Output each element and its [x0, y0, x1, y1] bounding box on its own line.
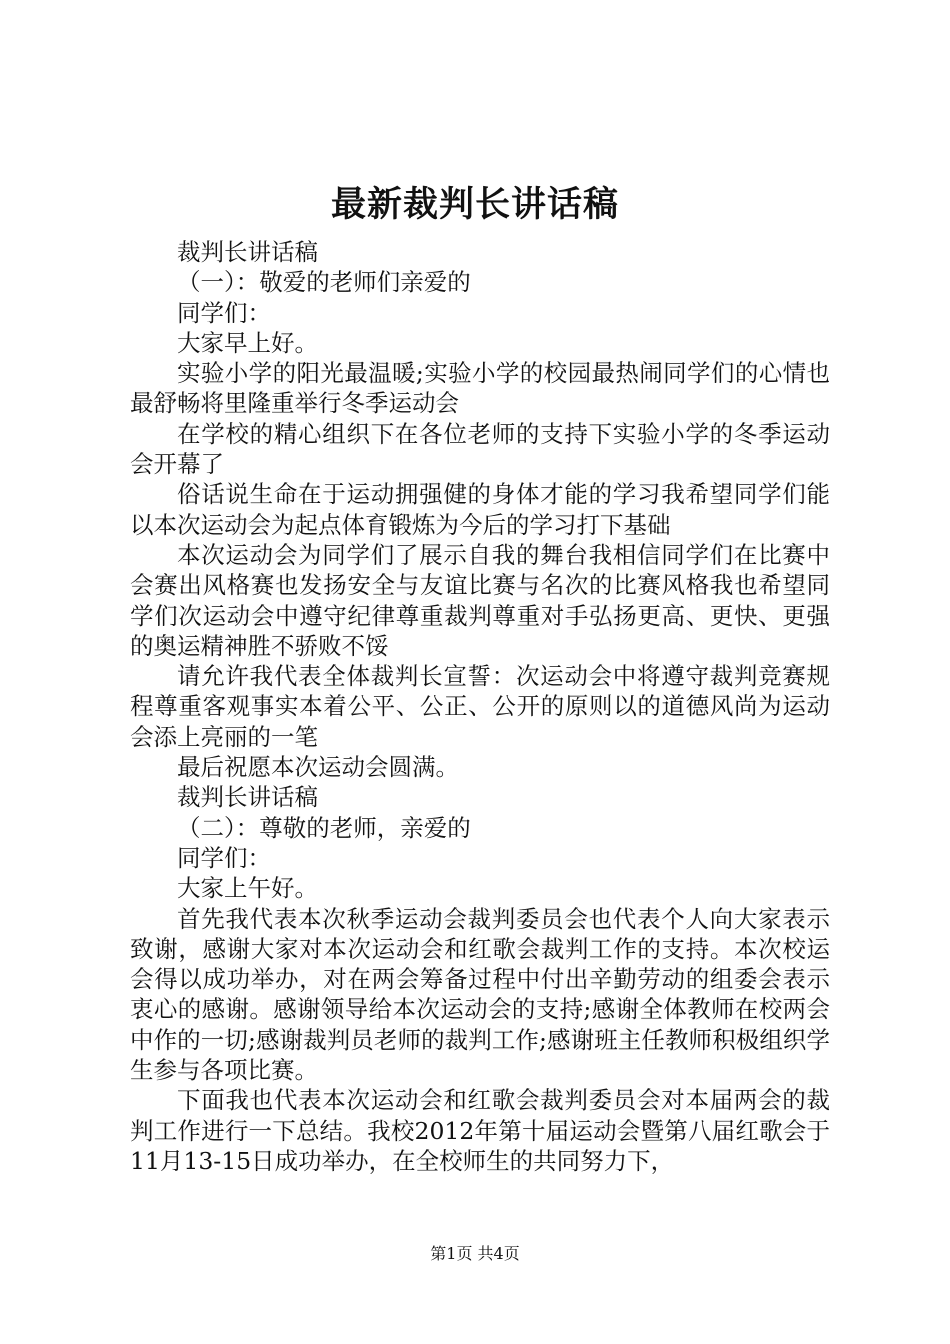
- document-body: [130, 237, 830, 1176]
- paragraph: 大家上午好。: [177, 874, 318, 903]
- paragraph: 裁判长讲话稿: [177, 238, 318, 266]
- paragraph: 本次运动会为同学们了展示自我的舞台我相信同学们在比赛中会赛出风格赛也发扬安全与友谊比赛与名次的比赛风格我也希望同学们次运动会中遵守纪律尊重裁判尊重对手弘扬更高、更快、更强的奥运精神胜不骄败不馁: [130, 540, 830, 660]
- paragraph: （一）：敬爱的老师们亲爱的: [177, 268, 471, 297]
- paragraph: 大家早上好。: [177, 328, 318, 357]
- paragraph: 下面我也代表本次运动会和红歌会裁判委员会对本届两会的裁判工作进行一下总结。我校2012年第十届运动会暨第八届红歌会于11月13-15日成功举办，在全校师生的共同努力下，: [130, 1086, 830, 1175]
- paragraph: （二）：尊敬的老师，亲爱的: [177, 813, 471, 842]
- paragraph: 在学校的精心组织下在各位老师的支持下实验小学的冬季运动会开幕了: [130, 419, 830, 479]
- paragraph: 请允许我代表全体裁判长宣誓：次运动会中将遵守裁判竞赛规程尊重客观事实本着公平、公正、公开的原则以的道德风尚为运动会添上亮丽的一笔: [130, 662, 830, 751]
- paragraph: 同学们：: [177, 298, 271, 327]
- paragraph: 最后祝愿本次运动会圆满。: [177, 753, 459, 782]
- document-title: 最新裁判长讲话稿: [330, 184, 619, 225]
- page-number-footer: 第1页 共4页: [430, 1244, 520, 1263]
- paragraph: 俗话说生命在于运动拥强健的身体才能的学习我希望同学们能以本次运动会为起点体育锻炼为今后的学习打下基础: [130, 480, 830, 539]
- paragraph: 实验小学的阳光最温暖;实验小学的校园最热闹同学们的心情也最舒畅将里隆重举行冬季运动会: [130, 359, 830, 418]
- paragraph: 同学们：: [177, 843, 271, 872]
- paragraph: 首先我代表本次秋季运动会裁判委员会也代表个人向大家表示致谢，感谢大家对本次运动会和红歌会裁判工作的支持。本次校运会得以成功举办，对在两会筹备过程中付出辛勤劳动的组委会表示衷心的感谢。感谢领导给本次运动会的支持;感谢全体教师在校两会中作的一切;感谢裁判员老师的裁判工作;感谢班主任教师积极组织学生参与各项比赛。: [130, 904, 830, 1085]
- paragraph: 裁判长讲话稿: [177, 783, 318, 812]
